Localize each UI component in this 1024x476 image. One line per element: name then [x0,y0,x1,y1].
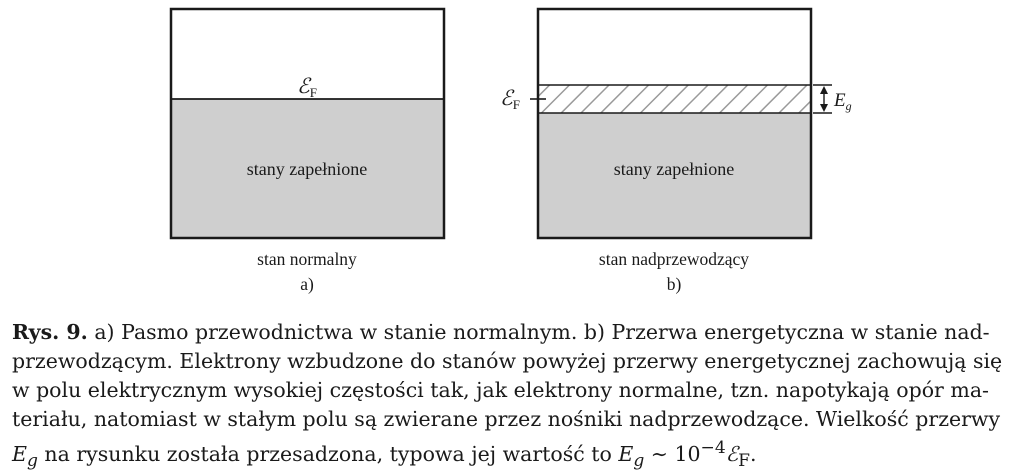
panel-b-filled-label: stany zapełnione [613,159,735,179]
panel-b-state-label: stan nadprzewodzący [598,249,750,269]
panel-a-letter: a) [300,274,314,294]
caption-line-4: teriału, natomiast w stałym polu są zwierane przez nośniki nadprzewodzące. Wielkość przerwy [12,407,1001,431]
panel-a-filled-label: stany zapełnione [246,159,368,179]
caption-line-5: $E_g$ na rysunku została przesadzona, typowa jej wartość to $E_g$ ∼ $10^{-4}ℰ_F$. [12,438,757,471]
caption-line-2: przewodzącym. Elektrony wzbudzone do stanów powyżej przerwy energetycznej zachowują się [12,349,1003,373]
panel-b-gap-arrowhead-down [820,104,828,112]
panel-b-fermi-label: ℰF [500,86,520,112]
figure-caption [12,318,1016,476]
panel-b-empty-region [538,9,811,85]
panel-b-gap-arrowhead-up [820,86,828,94]
caption-line-1: Rys. 9. a) Pasmo przewodnictwa w stanie normalnym. b) Przerwa energetyczna w stanie nad- [12,320,990,344]
panel-b-gap-region [538,85,811,113]
panel-a-fermi-label: ℰF [297,74,317,100]
caption-label: Rys. 9. [12,320,88,344]
caption-line-3: w polu elektrycznym wysokiej częstości tak, jak elektrony normalne, tzn. napotykają opór ma- [12,378,989,402]
panel-b [500,9,852,294]
panel-b-gap-label: $E_g$ [834,90,852,113]
panel-b-letter: b) [666,274,682,294]
panel-a-state-label: stan normalny [257,249,357,269]
panel-a [171,9,444,294]
